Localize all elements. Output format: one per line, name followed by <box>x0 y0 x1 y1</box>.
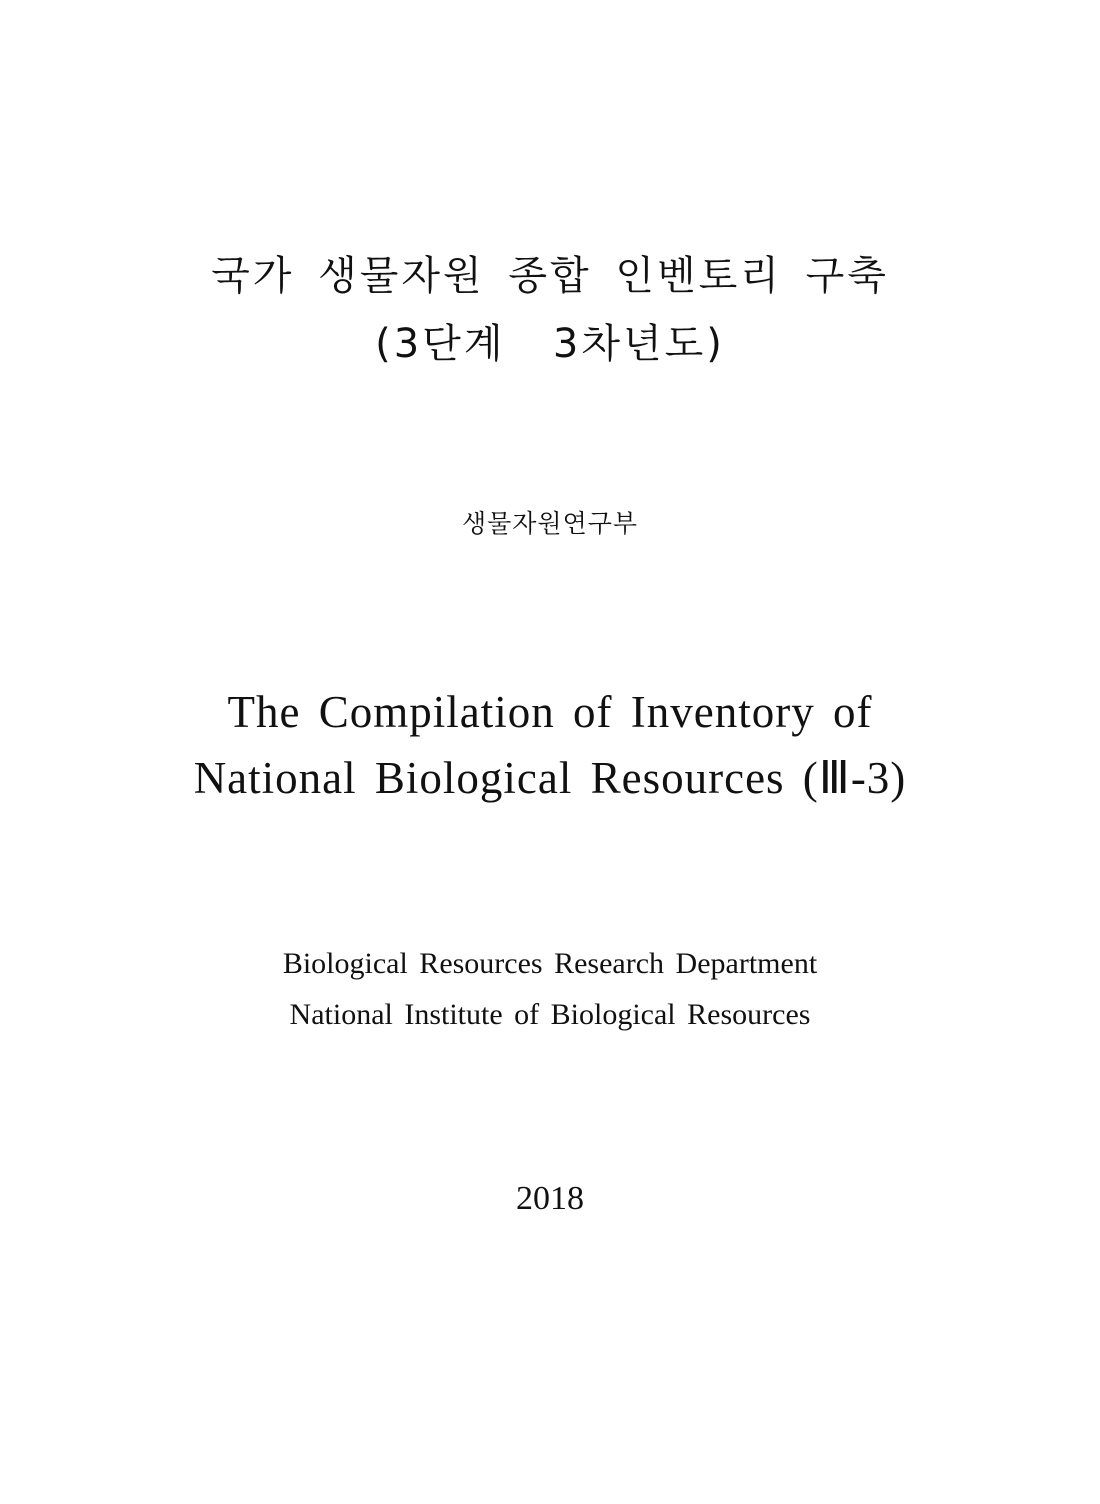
korean-title-line-2: (3단계 3차년도) <box>375 321 725 367</box>
department-name: Biological Resources Research Department <box>282 947 818 980</box>
english-title-line-2: National Biological Resources (Ⅲ-3) <box>193 753 907 803</box>
english-title-line-1: The Compilation of Inventory of <box>227 687 873 737</box>
korean-title-line-1: 국가 생물자원 종합 인벤토리 구축 <box>211 253 889 299</box>
korean-department: 생물자원연구부 <box>461 509 639 538</box>
publication-year: 2018 <box>516 1180 584 1217</box>
institute-name: National Institute of Biological Resources <box>289 998 811 1031</box>
